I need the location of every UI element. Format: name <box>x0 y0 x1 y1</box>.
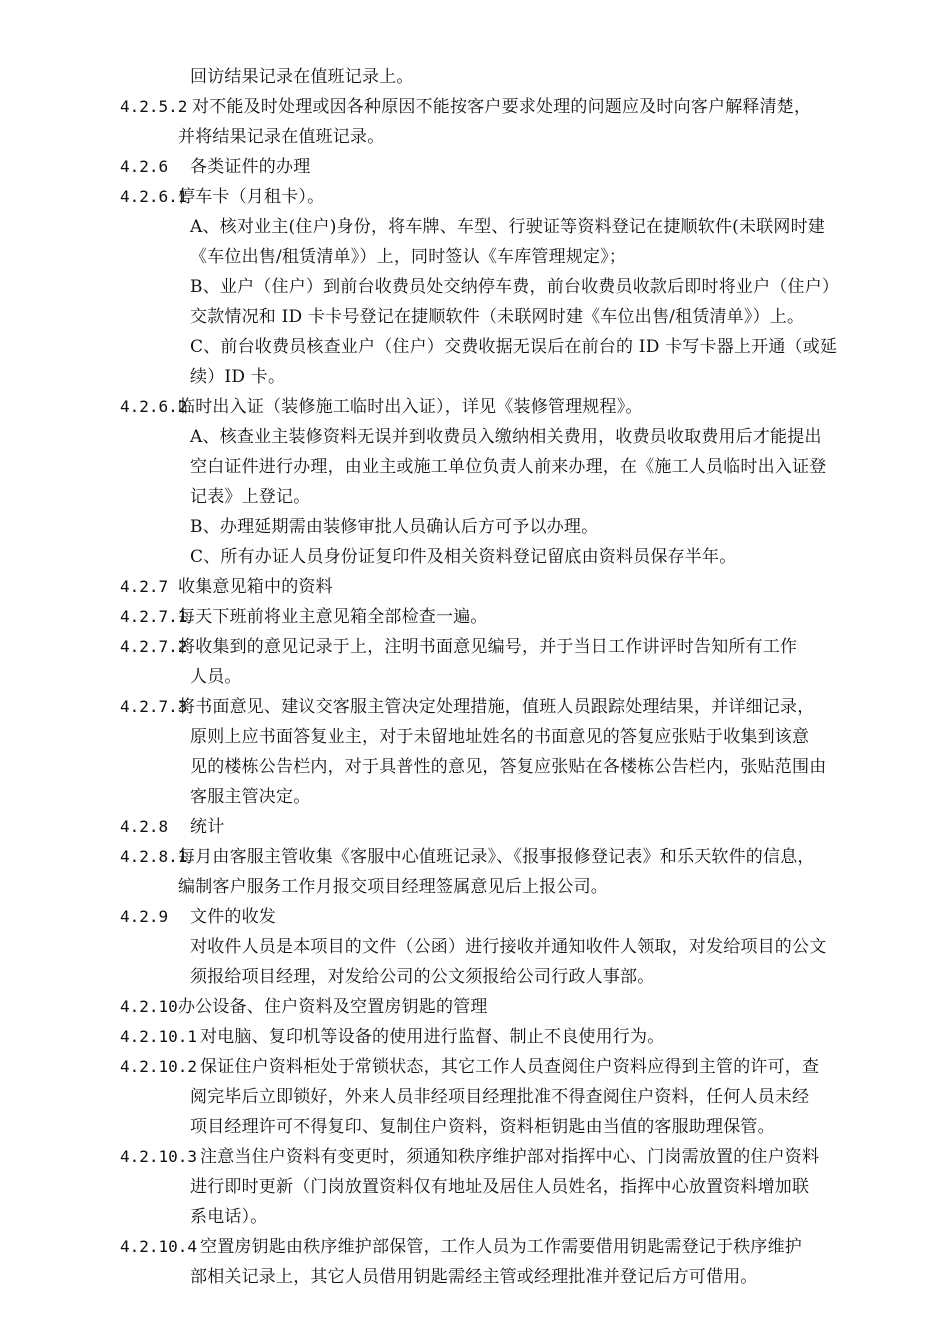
text-line <box>0 1142 950 1172</box>
paragraph-text: C、前台收费员核查业户（住户）交费收据无误后在前台的 ID 卡写卡器上开通（或延 <box>190 337 838 357</box>
text-line <box>0 152 950 182</box>
text-line <box>0 752 950 782</box>
text-line <box>0 1262 950 1292</box>
text-line <box>0 242 950 272</box>
text-line <box>0 1022 950 1052</box>
section-number: 4.2.6.2 <box>120 397 188 416</box>
paragraph-text: 并将结果记录在值班记录。 <box>178 127 385 147</box>
section-number: 4.2.5.2 <box>120 97 188 116</box>
text-line <box>0 932 950 962</box>
section-heading-text: 每天下班前将业主意见箱全部检查一遍。 <box>178 607 488 627</box>
paragraph-text: 客服主管决定。 <box>190 787 311 807</box>
text-line <box>0 362 950 392</box>
text-line <box>0 452 950 482</box>
paragraph-text: B、业户（住户）到前台收费员处交纳停车费，前台收费员收款后即时将业户（住户） <box>190 277 840 297</box>
text-line <box>0 272 950 302</box>
text-line <box>0 722 950 752</box>
text-line <box>0 182 950 212</box>
paragraph-text: A、核查业主装修资料无误并到收费员入缴纳相关费用，收费员收取费用后才能提出 <box>190 427 822 447</box>
section-heading-text: 将收集到的意见记录于上，注明书面意见编号，并于当日工作讲评时告知所有工作 <box>178 637 798 657</box>
paragraph-text: 须报给项目经理，对发给公司的公文须报给公司行政人事部。 <box>190 967 655 987</box>
section-number: 4.2.7 <box>120 577 169 596</box>
section-number: 4.2.7.1 <box>120 607 188 626</box>
section-heading-text: 对不能及时处理或因各种原因不能按客户要求处理的问题应及时向客户解释清楚， <box>192 97 812 117</box>
text-line <box>0 782 950 812</box>
text-line <box>0 422 950 452</box>
paragraph-text: 系电话）。 <box>190 1207 268 1227</box>
text-line <box>0 62 950 92</box>
paragraph-text: 回访结果记录在值班记录上。 <box>190 67 414 87</box>
paragraph-text: C、所有办证人员身份证复印件及相关资料登记留底由资料员保存半年。 <box>190 547 737 567</box>
paragraph-text: 见的楼栋公告栏内，对于具普性的意见，答复应张贴在各楼栋公告栏内，张贴范围由 <box>190 757 827 777</box>
text-line <box>0 512 950 542</box>
text-line <box>0 92 950 122</box>
text-line <box>0 122 950 152</box>
text-line <box>0 1082 950 1112</box>
paragraph-text: 阅完毕后立即锁好，外来人员非经项目经理批准不得查阅住户资料，任何人员未经 <box>190 1087 810 1107</box>
section-number: 4.2.7.2 <box>120 637 188 656</box>
paragraph-text: 续）ID 卡。 <box>190 367 286 387</box>
paragraph-text: 空白证件进行办理，由业主或施工单位负责人前来办理，在《施工人员临时出入证登 <box>190 457 827 477</box>
text-line <box>0 212 950 242</box>
section-heading-text: 将书面意见、建议交客服主管决定处理措施，值班人员跟踪处理结果，并详细记录， <box>178 697 815 717</box>
text-line <box>0 1172 950 1202</box>
section-heading-text: 文件的收发 <box>190 907 276 927</box>
section-number: 4.2.10 <box>120 997 178 1016</box>
section-heading-text: 保证住户资料柜处于常锁状态，其它工作人员查阅住户资料应得到主管的许可，查 <box>200 1057 820 1077</box>
paragraph-text: 记表》上登记。 <box>190 487 311 507</box>
paragraph-text: B、办理延期需由装修审批人员确认后方可予以办理。 <box>190 517 599 537</box>
paragraph-text: 进行即时更新（门岗放置资料仅有地址及居住人员姓名，指挥中心放置资料增加联 <box>190 1177 810 1197</box>
section-heading-text: 各类证件的办理 <box>190 157 311 177</box>
paragraph-text: 交款情况和 ID 卡卡号登记在捷顺软件（未联网时建《车位出售/租赁清单》）上。 <box>190 307 805 327</box>
paragraph-text: 人员。 <box>190 667 242 687</box>
section-number: 4.2.6 <box>120 157 169 176</box>
section-heading-text: 注意当住户资料有变更时，须通知秩序维护部对指挥中心、门岗需放置的住户资料 <box>200 1147 820 1167</box>
section-number: 4.2.8 <box>120 817 169 836</box>
paragraph-text: A、核对业主(住户)身份，将车牌、车型、行驶证等资料登记在捷顺软件(未联网时建 <box>190 217 825 237</box>
text-line <box>0 872 950 902</box>
section-number: 4.2.7.3 <box>120 697 188 716</box>
section-number: 4.2.10.4 <box>120 1237 198 1256</box>
section-number: 4.2.6.1 <box>120 187 188 206</box>
text-line <box>0 542 950 572</box>
section-heading-text: 每月由客服主管收集《客服中心值班记录》、《报事报修登记表》和乐天软件的信息， <box>178 847 815 867</box>
section-heading-text: 统计 <box>190 817 225 837</box>
text-line <box>0 662 950 692</box>
text-line <box>0 1202 950 1232</box>
text-line <box>0 842 950 872</box>
text-line <box>0 992 950 1022</box>
text-line <box>0 482 950 512</box>
section-number: 4.2.8.1 <box>120 847 188 866</box>
paragraph-text: 项目经理许可不得复印、复制住户资料，资料柜钥匙由当值的客服助理保管。 <box>190 1117 775 1137</box>
text-line <box>0 1112 950 1142</box>
text-line <box>0 1052 950 1082</box>
section-heading-text: 停车卡（月租卡）。 <box>178 187 325 207</box>
section-heading-text: 空置房钥匙由秩序维护部保管，工作人员为工作需要借用钥匙需登记于秩序维护 <box>200 1237 802 1257</box>
text-line <box>0 962 950 992</box>
section-heading-text: 临时出入证（装修施工临时出入证），详见《装修管理规程》。 <box>178 397 643 417</box>
section-number: 4.2.10.1 <box>120 1027 198 1046</box>
paragraph-text: 对收件人员是本项目的文件（公函）进行接收并通知收件人领取，对发给项目的公文 <box>190 937 827 957</box>
section-number: 4.2.10.2 <box>120 1057 198 1076</box>
text-line <box>0 302 950 332</box>
text-line <box>0 692 950 722</box>
section-heading-text: 办公设备、住户资料及空置房钥匙的管理 <box>178 997 488 1017</box>
paragraph-text: 原则上应书面答复业主，对于未留地址姓名的书面意见的答复应张贴于收集到该意 <box>190 727 810 747</box>
text-line <box>0 902 950 932</box>
text-line <box>0 392 950 422</box>
section-heading-text: 收集意见箱中的资料 <box>178 577 333 597</box>
text-line <box>0 812 950 842</box>
text-line <box>0 332 950 362</box>
text-line <box>0 632 950 662</box>
section-number: 4.2.10.3 <box>120 1147 198 1166</box>
paragraph-text: 《车位出售/租赁清单》）上，同时签认《车库管理规定》； <box>190 247 627 267</box>
text-line <box>0 602 950 632</box>
paragraph-text: 部相关记录上，其它人员借用钥匙需经主管或经理批准并登记后方可借用。 <box>190 1267 758 1287</box>
section-heading-text: 对电脑、复印机等设备的使用进行监督、制止不良使用行为。 <box>200 1027 665 1047</box>
section-number: 4.2.9 <box>120 907 169 926</box>
paragraph-text: 编制客户服务工作月报交项目经理签属意见后上报公司。 <box>178 877 608 897</box>
text-line <box>0 1232 950 1262</box>
text-line <box>0 572 950 602</box>
